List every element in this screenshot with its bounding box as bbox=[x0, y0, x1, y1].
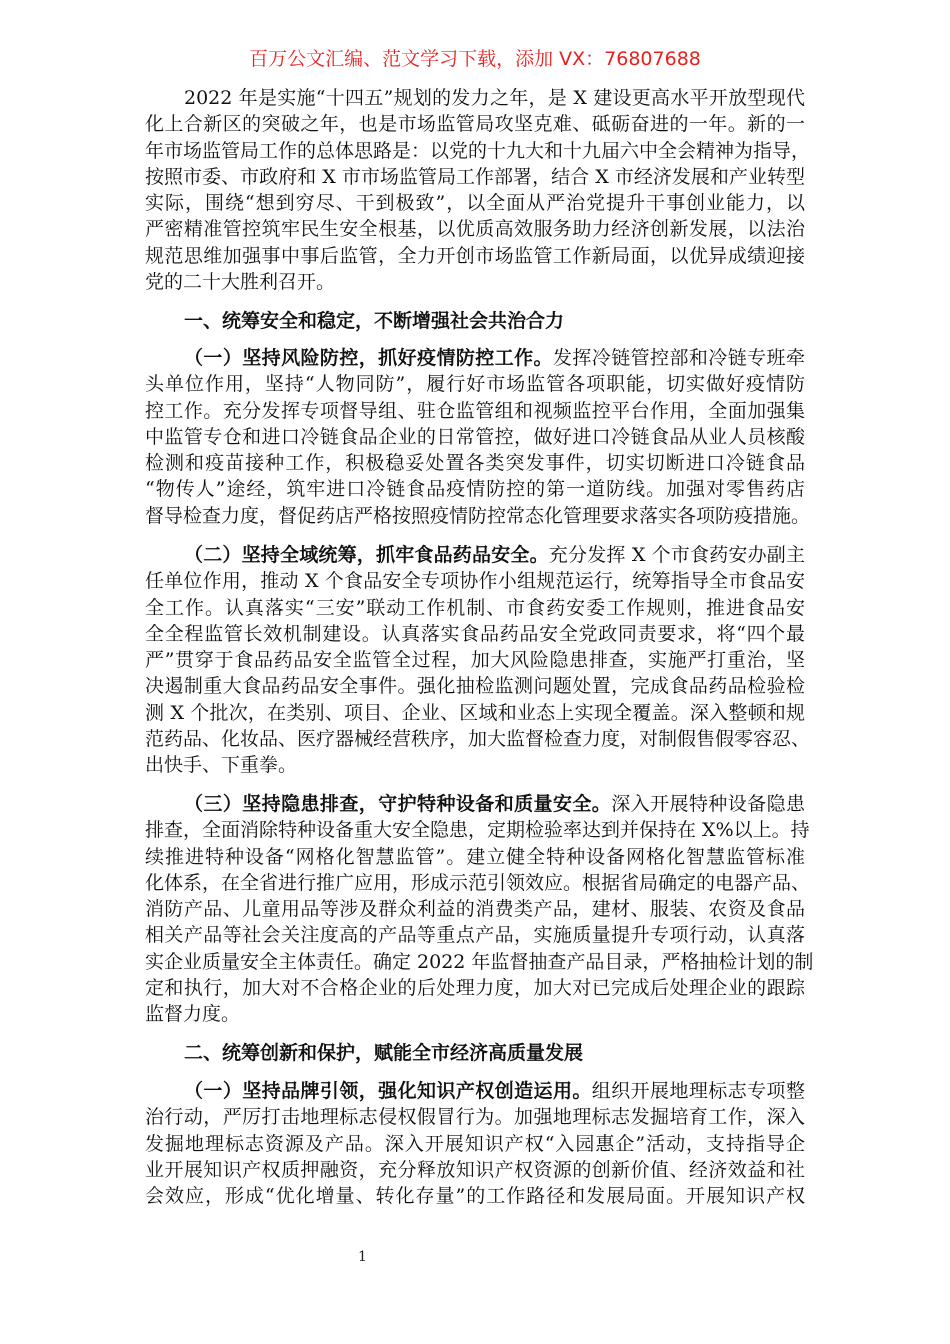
paragraph-line bbox=[145, 817, 810, 843]
section-heading-1: 一、统筹安全和稳定，不断增强社会共治合力 bbox=[184, 310, 565, 332]
subsection-paragraph-2-1 bbox=[145, 1078, 805, 1209]
paragraph-text: 党的二十大胜利召开。 bbox=[145, 271, 336, 294]
paragraph-text: 范药品、化妆品、医疗器械经营秩序，加大监督检查力度，对制假售假零容忍、 bbox=[145, 728, 811, 751]
paragraph-text: 2022 年是实施“十四五”规划的发力之年，是 X 建设更高水平开放型现代 bbox=[184, 87, 805, 109]
paragraph-line bbox=[145, 85, 805, 111]
paragraph-line bbox=[145, 621, 805, 647]
paragraph-line bbox=[145, 450, 805, 476]
paragraph-lead-title: （一）坚持品牌引领，强化知识产权创造运用。 bbox=[184, 1080, 592, 1102]
paragraph-line bbox=[145, 870, 811, 896]
paragraph-line bbox=[145, 726, 811, 752]
paragraph-line bbox=[145, 542, 805, 568]
paragraph-line bbox=[145, 424, 805, 450]
subsection-paragraph-1-1 bbox=[145, 345, 811, 529]
paragraph-text: “物传人”途经，筑牢进口冷链食品疫情防控的第一道防线。加强对零售药店 bbox=[145, 478, 805, 501]
paragraph-line bbox=[145, 138, 811, 164]
subsection-paragraph-1-3 bbox=[145, 791, 814, 1028]
paragraph-lead-title: （一）坚持风险防控，抓好疫情防控工作。 bbox=[184, 347, 553, 369]
paragraph-text: 续推进特种设备“网格化智慧监管”。建立健全特种设备网格化智慧监管标准 bbox=[145, 845, 805, 868]
paragraph-line bbox=[145, 111, 805, 137]
paragraph-line bbox=[145, 243, 805, 269]
paragraph-text: 充分发挥 X 个市食药安办副主 bbox=[548, 544, 805, 566]
paragraph-text: 实企业质量安全主体责任。确定 2022 年监督抽查产品目录，严格抽检计划的制 bbox=[145, 950, 814, 973]
paragraph-text: 全工作。认真落实“三安”联动工作机制、市食药安委工作规则，推进食品安 bbox=[145, 596, 805, 619]
paragraph-text: 排查，全面消除特种设备重大安全隐患，定期检验率达到并保持在 X%以上。持 bbox=[145, 819, 810, 842]
paragraph-line bbox=[145, 1157, 805, 1183]
intro-paragraph bbox=[145, 85, 811, 295]
paragraph-text: 化体系，在全省进行推广应用，形成示范引领效应。根据省局确定的电器产品、 bbox=[145, 871, 811, 894]
paragraph-line bbox=[145, 595, 805, 621]
paragraph-text: 治行动，严厉打击地理标志侵权假冒行为。加强地理标志发掘培育工作，深入 bbox=[145, 1106, 805, 1129]
paragraph-line bbox=[145, 269, 805, 295]
paragraph-text: 出快手、下重拳。 bbox=[145, 754, 298, 777]
paragraph-line bbox=[145, 1001, 805, 1027]
paragraph-text: 决遏制重大食品药品安全事件。强化抽检监测问题处置，完成食品药品检验检 bbox=[145, 675, 805, 698]
paragraph-line bbox=[145, 752, 805, 778]
paragraph-text: 中监管专仓和进口冷链食品企业的日常管控，做好进口冷链食品从业人员核酸 bbox=[145, 425, 805, 448]
paragraph-text: 全全程监管长效机制建设。认真落实食品药品安全党政同责要求，将“四个最 bbox=[145, 622, 805, 645]
paragraph-lead-title: （二）坚持全域统筹，抓牢食品药品安全。 bbox=[184, 544, 549, 566]
page-number: 1 bbox=[358, 1249, 367, 1265]
paragraph-line bbox=[145, 1078, 805, 1104]
paragraph-line bbox=[145, 476, 805, 502]
paragraph-line bbox=[145, 700, 805, 726]
paragraph-text: 化上合新区的突破之年，也是市场监管局攻坚克难、砥砺奋进的一年。新的一 bbox=[145, 113, 805, 136]
paragraph-text: 年市场监管局工作的总体思路是：以党的十九大和十九届六中全会精神为指导， bbox=[145, 139, 811, 162]
paragraph-line bbox=[145, 1104, 805, 1130]
paragraph-line bbox=[145, 371, 805, 397]
paragraph-line bbox=[145, 791, 805, 817]
paragraph-line bbox=[145, 896, 805, 922]
paragraph-line bbox=[145, 975, 805, 1001]
paragraph-line bbox=[145, 844, 805, 870]
paragraph-line bbox=[145, 190, 805, 216]
paragraph-line bbox=[145, 647, 805, 673]
paragraph-text: 测 X 个批次，在类别、项目、企业、区域和业态上实现全覆盖。深入整顿和规 bbox=[145, 701, 805, 724]
paragraph-text: 相关产品等社会关注度高的产品等重点产品，实施质量提升专项行动，认真落 bbox=[145, 924, 805, 947]
paragraph-line bbox=[145, 1183, 805, 1209]
paragraph-text: 按照市委、市政府和 X 市市场监管局工作部署，结合 X 市经济发展和产业转型 bbox=[145, 165, 805, 188]
paragraph-text: 业开展知识产权质押融资，充分释放知识产权资源的创新价值、经济效益和社 bbox=[145, 1158, 805, 1181]
paragraph-line bbox=[145, 345, 805, 371]
paragraph-line bbox=[145, 398, 805, 424]
paragraph-text: 严”贯穿于食品药品安全监管全过程，加大风险隐患排查，实施严打重治，坚 bbox=[145, 649, 805, 672]
paragraph-line bbox=[145, 673, 805, 699]
paragraph-text: 定和执行，加大对不合格企业的后处理力度，加大对已完成后处理企业的跟踪 bbox=[145, 977, 805, 1000]
paragraph-text: 消防产品、儿童用品等涉及群众利益的消费类产品，建材、服装、农资及食品 bbox=[145, 898, 805, 921]
paragraph-text: 监督力度。 bbox=[145, 1003, 241, 1026]
paragraph-line bbox=[145, 503, 811, 529]
watermark-banner: 百万公文汇编、范文学习下载，添加 VX：76807688 bbox=[249, 48, 701, 70]
paragraph-lead-title: （三）坚持隐患排查，守护特种设备和质量安全。 bbox=[184, 793, 612, 815]
subsection-paragraph-1-2 bbox=[145, 542, 811, 779]
section-heading-2: 二、统筹创新和保护，赋能全市经济高质量发展 bbox=[184, 1042, 584, 1064]
paragraph-text: 控工作。充分发挥专项督导组、驻仓监管组和视频监控平台作用，全面加强集 bbox=[145, 399, 805, 422]
paragraph-text: 发掘地理标志资源及产品。深入开展知识产权“入园惠企”活动，支持指导企 bbox=[145, 1132, 805, 1155]
paragraph-text: 实际，围绕“想到穷尽、干到极致”，以全面从严治党提升干事创业能力，以 bbox=[145, 192, 805, 215]
paragraph-line bbox=[145, 568, 805, 594]
paragraph-text: 检测和疫苗接种工作，积极稳妥处置各类突发事件，切实切断进口冷链食品 bbox=[145, 452, 805, 475]
paragraph-text: 深入开展特种设备隐患 bbox=[611, 793, 805, 815]
paragraph-text: 发挥冷链管控部和冷链专班牵 bbox=[552, 347, 805, 369]
paragraph-line bbox=[145, 216, 805, 242]
paragraph-text: 头单位作用，坚持“人物同防”，履行好市场监管各项职能，切实做好疫情防 bbox=[145, 373, 805, 396]
paragraph-text: 严密精准管控筑牢民生安全根基，以优质高效服务助力经济创新发展，以法治 bbox=[145, 218, 805, 241]
paragraph-text: 规范思维加强事中事后监管，全力开创市场监管工作新局面，以优异成绩迎接 bbox=[145, 244, 805, 267]
paragraph-text: 督导检查力度，督促药店严格按照疫情防控常态化管理要求落实各项防疫措施。 bbox=[145, 504, 811, 527]
paragraph-line bbox=[145, 949, 814, 975]
paragraph-line bbox=[145, 164, 805, 190]
paragraph-text: 组织开展地理标志专项整 bbox=[591, 1080, 805, 1102]
paragraph-line bbox=[145, 1131, 805, 1157]
paragraph-line bbox=[145, 922, 805, 948]
paragraph-text: 会效应，形成“优化增量、转化存量”的工作路径和发展局面。开展知识产权 bbox=[145, 1185, 805, 1208]
paragraph-text: 任单位作用，推动 X 个食品安全专项协作小组规范运行，统筹指导全市食品安 bbox=[145, 570, 805, 593]
